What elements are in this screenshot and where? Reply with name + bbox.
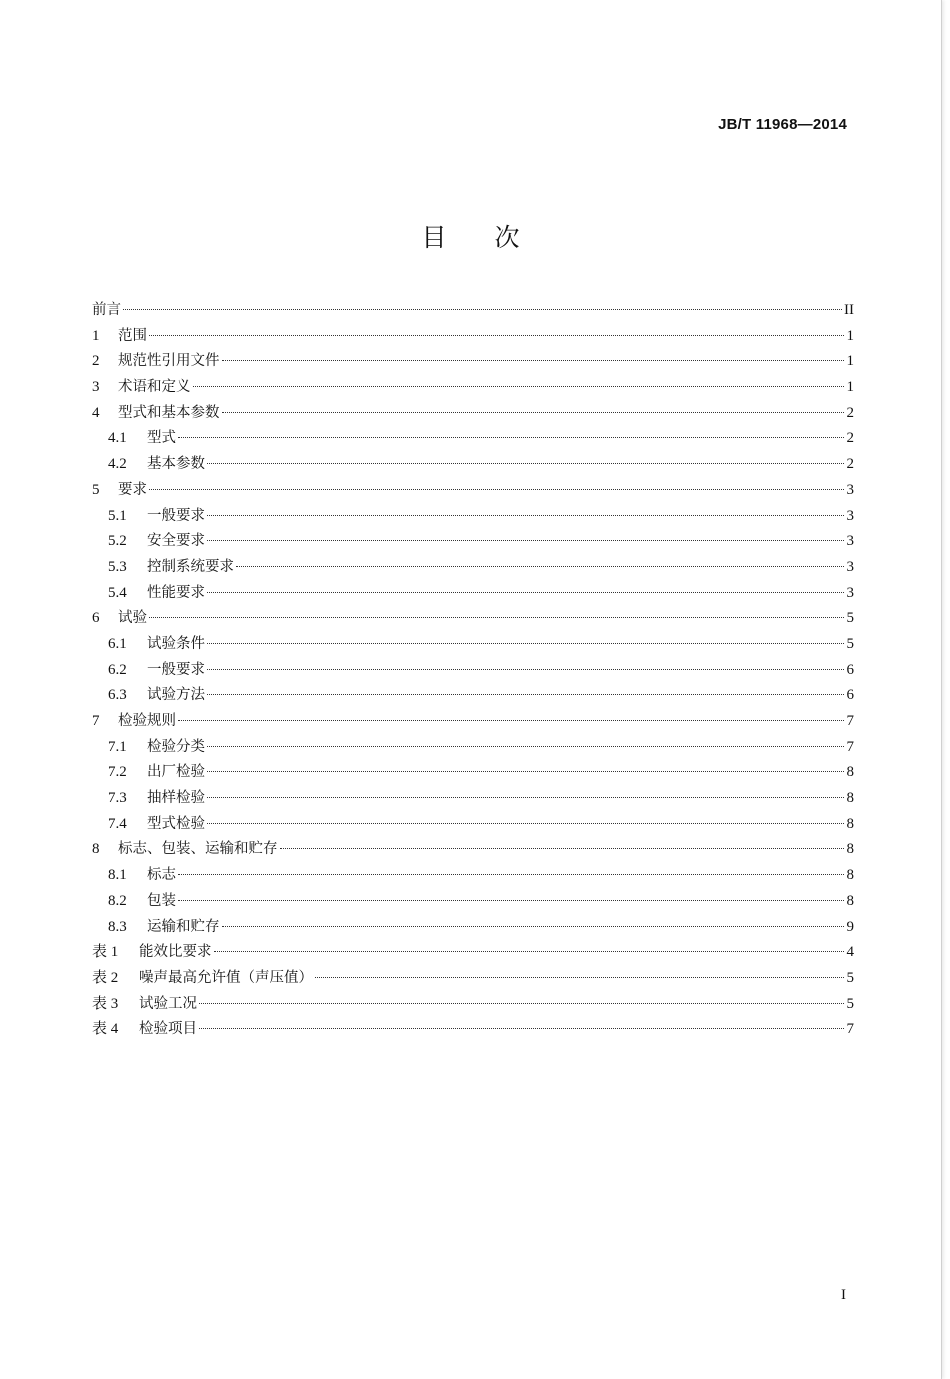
toc-entry[interactable]	[92, 683, 854, 709]
toc-entry-page: 9	[846, 918, 854, 935]
toc-entry-number: 4.1	[108, 430, 127, 447]
toc-entry-page: 2	[846, 456, 854, 473]
toc-entry[interactable]	[92, 812, 854, 838]
toc-entry-number: 8.2	[108, 892, 127, 909]
dot-leader	[236, 566, 844, 567]
toc-entry-page: 3	[846, 533, 854, 550]
toc-entry-title: 检验分类	[147, 738, 205, 755]
toc-entry-title: 型式	[147, 430, 176, 447]
toc-entry-page: 7	[846, 1021, 854, 1038]
title-char-2: 次	[494, 223, 520, 252]
toc-entry-page: 8	[846, 841, 854, 858]
toc-entry-page: 5	[846, 635, 854, 652]
toc-entry[interactable]	[92, 760, 854, 786]
toc-entry[interactable]	[92, 529, 854, 555]
toc-entry-title: 试验工况	[139, 995, 197, 1012]
toc-entry-title: 术语和定义	[118, 379, 191, 396]
dot-leader	[222, 926, 845, 927]
dot-leader	[222, 412, 845, 413]
dot-leader	[214, 951, 845, 952]
toc-entry-page: 7	[846, 738, 854, 755]
toc-entry-page: 8	[846, 867, 854, 884]
toc-entry-number: 5.3	[108, 558, 127, 575]
toc-entry-title: 试验方法	[147, 687, 205, 704]
toc-entry-page: 7	[846, 713, 854, 729]
dot-leader	[178, 874, 844, 875]
toc-entry-title: 性能要求	[147, 584, 205, 601]
toc-entry-title: 出厂检验	[147, 764, 205, 781]
toc-entry[interactable]	[92, 915, 854, 941]
dot-leader	[199, 1003, 844, 1004]
toc-entry[interactable]	[92, 786, 854, 812]
toc-entry-number: 表 3	[92, 995, 119, 1012]
toc-entry-number: 5.4	[108, 584, 127, 601]
dot-leader	[149, 335, 844, 336]
standard-code: JB/T 11968—2014	[718, 116, 847, 133]
dot-leader	[178, 900, 844, 901]
dot-leader	[207, 823, 844, 824]
title-char-1: 目	[421, 223, 447, 252]
toc-entry-page: 5	[846, 969, 854, 986]
toc-entry-number: 7.3	[108, 790, 127, 807]
toc-entry-number: 6.3	[108, 687, 127, 704]
toc-entry-page: 8	[846, 764, 854, 781]
dot-leader	[207, 643, 844, 644]
toc-entry-page: 2	[846, 404, 854, 421]
toc-entry-title: 前言	[92, 302, 121, 318]
toc-entry-title: 检验项目	[139, 1021, 197, 1038]
toc-entry[interactable]	[92, 658, 854, 684]
toc-entry[interactable]	[92, 426, 854, 452]
toc-entry-number: 4.2	[108, 456, 127, 473]
toc-entry[interactable]	[92, 504, 854, 530]
toc-entry-number: 7.1	[108, 738, 127, 755]
toc-entry-title: 范围	[118, 327, 147, 344]
dot-leader	[207, 463, 844, 464]
toc-entry[interactable]	[92, 401, 854, 427]
dot-leader	[207, 515, 844, 516]
toc-entry-title: 要求	[118, 481, 147, 498]
toc-entry-number: 5.1	[108, 507, 127, 524]
toc-entry-number: 8.3	[108, 918, 127, 935]
dot-leader	[280, 848, 845, 849]
toc-entry-page: 3	[846, 481, 854, 498]
toc-entry-page: 2	[846, 430, 854, 447]
toc-entry-title: 型式检验	[147, 815, 205, 832]
toc-entry[interactable]	[92, 632, 854, 658]
toc-entry[interactable]	[92, 581, 854, 607]
toc-entry-number: 8	[92, 841, 100, 858]
dot-leader	[199, 1028, 844, 1029]
toc-entry-page: 5	[846, 995, 854, 1012]
toc-entry-title: 抽样检验	[147, 790, 205, 807]
dot-leader	[178, 720, 844, 721]
toc-entry-number: 2	[92, 353, 100, 370]
toc-entry-title: 一般要求	[147, 661, 205, 678]
toc-entry[interactable]	[92, 889, 854, 915]
toc-entry-title: 检验规则	[118, 713, 176, 729]
toc-entry-title: 标志、包装、运输和贮存	[118, 841, 278, 858]
toc-entry[interactable]	[92, 324, 854, 350]
toc-entry[interactable]	[92, 709, 854, 735]
toc-entry-page: 5	[846, 610, 854, 627]
dot-leader	[315, 977, 844, 978]
dot-leader	[149, 489, 844, 490]
toc-entry[interactable]	[92, 555, 854, 581]
toc-entry-page: 1	[846, 353, 854, 370]
page-title	[0, 218, 941, 254]
toc-entry-title: 能效比要求	[139, 944, 212, 961]
toc-entry-title: 试验	[118, 610, 147, 627]
toc-entry-title: 运输和贮存	[147, 918, 220, 935]
dot-leader	[207, 771, 844, 772]
toc-entry[interactable]	[92, 478, 854, 504]
dot-leader	[149, 617, 844, 618]
toc-entry-number: 5	[92, 481, 100, 498]
dot-leader	[207, 669, 844, 670]
toc-entry-number: 7.2	[108, 764, 127, 781]
toc-entry-page: 8	[846, 892, 854, 909]
toc-entry-number: 6.2	[108, 661, 127, 678]
toc-entry-title: 包装	[147, 892, 176, 909]
page-number: I	[841, 1287, 846, 1303]
toc-entry-page: 1	[846, 379, 854, 396]
toc-entry-number: 5.2	[108, 533, 127, 550]
dot-leader	[207, 592, 844, 593]
toc-entry[interactable]	[92, 966, 854, 992]
toc-entry[interactable]	[92, 863, 854, 889]
toc-entry[interactable]	[92, 349, 854, 375]
dot-leader	[207, 797, 844, 798]
toc-entry[interactable]	[92, 992, 854, 1018]
toc-entry-title: 基本参数	[147, 456, 205, 473]
dot-leader	[207, 540, 844, 541]
toc-entry-page: 3	[846, 507, 854, 524]
toc-entry-title: 规范性引用文件	[118, 353, 220, 370]
toc-entry[interactable]	[92, 1017, 854, 1043]
toc-entry[interactable]	[92, 606, 854, 632]
toc-entry-title: 噪声最高允许值（声压值）	[139, 969, 313, 986]
dot-leader	[207, 694, 844, 695]
toc-entry-number: 3	[92, 379, 100, 396]
toc-entry[interactable]	[92, 940, 854, 966]
toc-entry-page: 3	[846, 558, 854, 575]
toc-entry-page: 8	[846, 815, 854, 832]
toc-entry-page: 8	[846, 790, 854, 807]
toc-entry-number: 6.1	[108, 635, 127, 652]
toc-entry-page: 4	[846, 944, 854, 961]
dot-leader	[178, 437, 844, 438]
toc-entry-number: 8.1	[108, 867, 127, 884]
dot-leader	[123, 309, 842, 310]
toc-entry-page: 1	[846, 327, 854, 344]
toc-entry-page: 3	[846, 584, 854, 601]
dot-leader	[193, 386, 845, 387]
dot-leader	[207, 746, 844, 747]
toc-entry[interactable]	[92, 452, 854, 478]
toc-entry-title: 试验条件	[147, 635, 205, 652]
toc-entry-number: 表 1	[92, 944, 119, 961]
dot-leader	[222, 360, 845, 361]
toc-entry-number: 表 2	[92, 969, 119, 986]
toc-entry[interactable]	[92, 375, 854, 401]
toc-entry-number: 7	[92, 713, 100, 729]
toc-entry[interactable]	[92, 298, 854, 324]
toc-entry-number: 4	[92, 404, 100, 421]
toc-entry-title: 控制系统要求	[147, 558, 234, 575]
toc-entry-page: II	[844, 302, 854, 318]
toc-entry-title: 标志	[147, 867, 176, 884]
table-of-contents	[92, 298, 854, 1043]
toc-entry-title: 安全要求	[147, 533, 205, 550]
toc-entry-number: 1	[92, 327, 100, 344]
toc-entry-page: 6	[846, 661, 854, 678]
toc-entry-title: 型式和基本参数	[118, 404, 220, 421]
toc-entry-number: 6	[92, 610, 100, 627]
toc-entry[interactable]	[92, 837, 854, 863]
toc-entry-title: 一般要求	[147, 507, 205, 524]
toc-entry-number: 7.4	[108, 815, 127, 832]
toc-entry-page: 6	[846, 687, 854, 704]
toc-entry[interactable]	[92, 735, 854, 761]
toc-entry-number: 表 4	[92, 1021, 119, 1038]
